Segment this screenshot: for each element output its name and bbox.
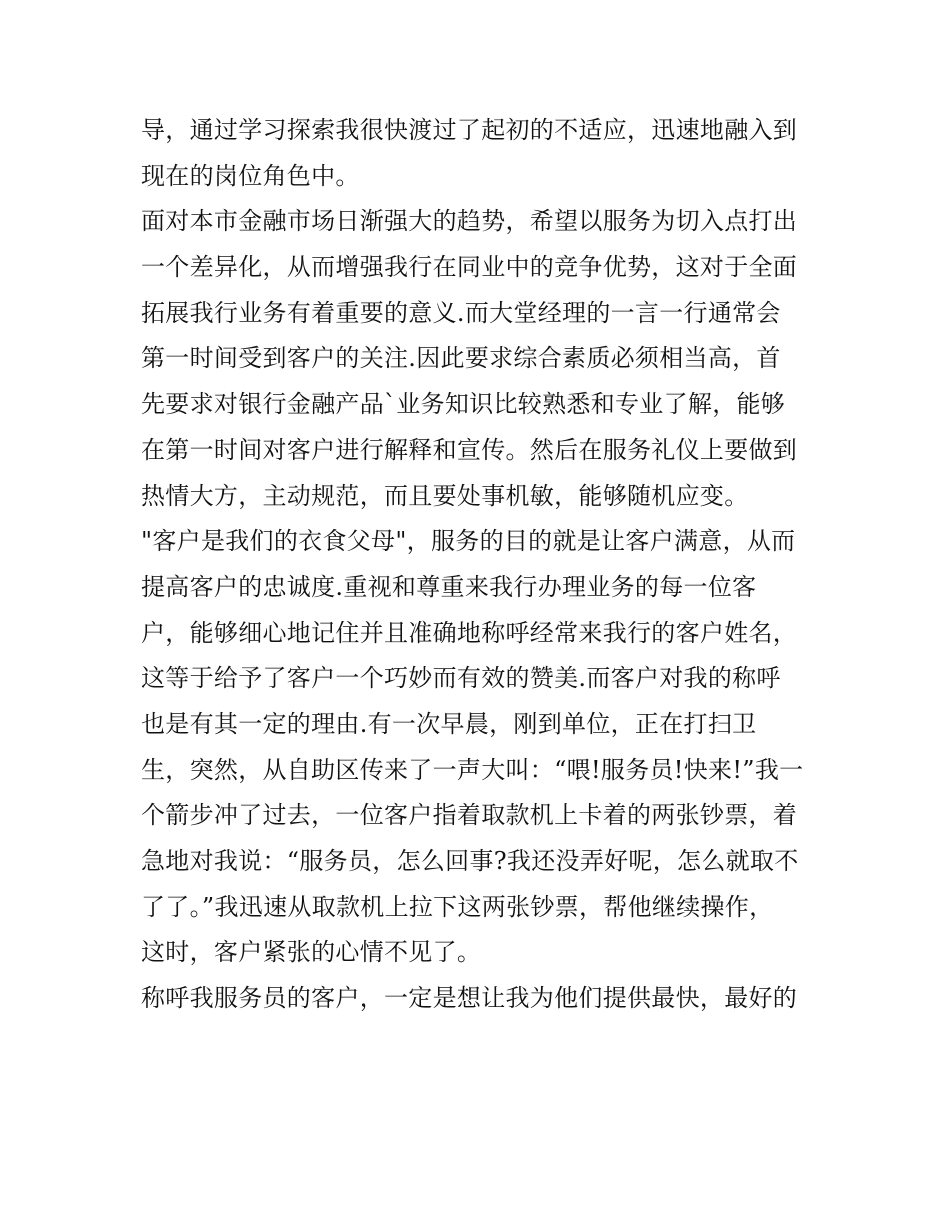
text-line: 热情大方，主动规范，而且要处事机敏，能够随机应变。	[141, 481, 749, 510]
text-line: 在第一时间对客户进行解释和宣传。然后在服务礼仪上要做到	[141, 435, 798, 464]
text-line: "客户是我们的衣食父母"，服务的目的就是让客户满意，从而	[141, 527, 796, 556]
text-line: 提高客户的忠诚度.重视和尊重来我行办理业务的每一位客	[141, 572, 757, 601]
text-line: 一个差异化，从而增强我行在同业中的竞争优势，这对于全面	[141, 253, 798, 282]
text-line: 了了。”我迅速从取款机上拉下这两张钞票，帮他继续操作，	[141, 892, 774, 921]
text-line: 生，突然，从自助区传来了一声大叫：“喂!服务员!快来!”我一	[141, 755, 804, 784]
text-line: 拓展我行业务有着重要的意义.而大堂经理的一言一行通常会	[141, 298, 781, 327]
text-line: 这时，客户紧张的心情不见了。	[141, 938, 482, 967]
text-line: 导，通过学习探索我很快渡过了起初的不适应，迅速地融入到	[141, 116, 798, 144]
text-line: 户，能够细心地记住并且准确地称呼经常来我行的客户姓名，	[141, 618, 798, 647]
text-line: 第一时间受到客户的关注.因此要求综合素质必须相当高，首	[141, 344, 781, 373]
text-line: 现在的岗位角色中。	[141, 161, 360, 190]
text-line: 也是有其一定的理由.有一次早晨，刚到单位，正在打扫卫	[141, 709, 757, 738]
text-line: 面对本市金融市场日渐强大的趋势，希望以服务为切入点打出	[141, 207, 798, 236]
text-line: 这等于给予了客户一个巧妙而有效的赞美.而客户对我的称呼	[141, 664, 781, 693]
body-text	[141, 108, 821, 1022]
text-line: 急地对我说：“服务员，怎么回事?我还没弄好呢，怎么就取不	[141, 847, 799, 875]
text-line: 个箭步冲了过去，一位客户指着取款机上卡着的两张钞票，着	[141, 801, 798, 830]
text-line: 称呼我服务员的客户，一定是想让我为他们提供最快，最好的	[141, 984, 798, 1013]
text-line: 先要求对银行金融产品`业务知识比较熟悉和专业了解，能够	[141, 390, 786, 419]
